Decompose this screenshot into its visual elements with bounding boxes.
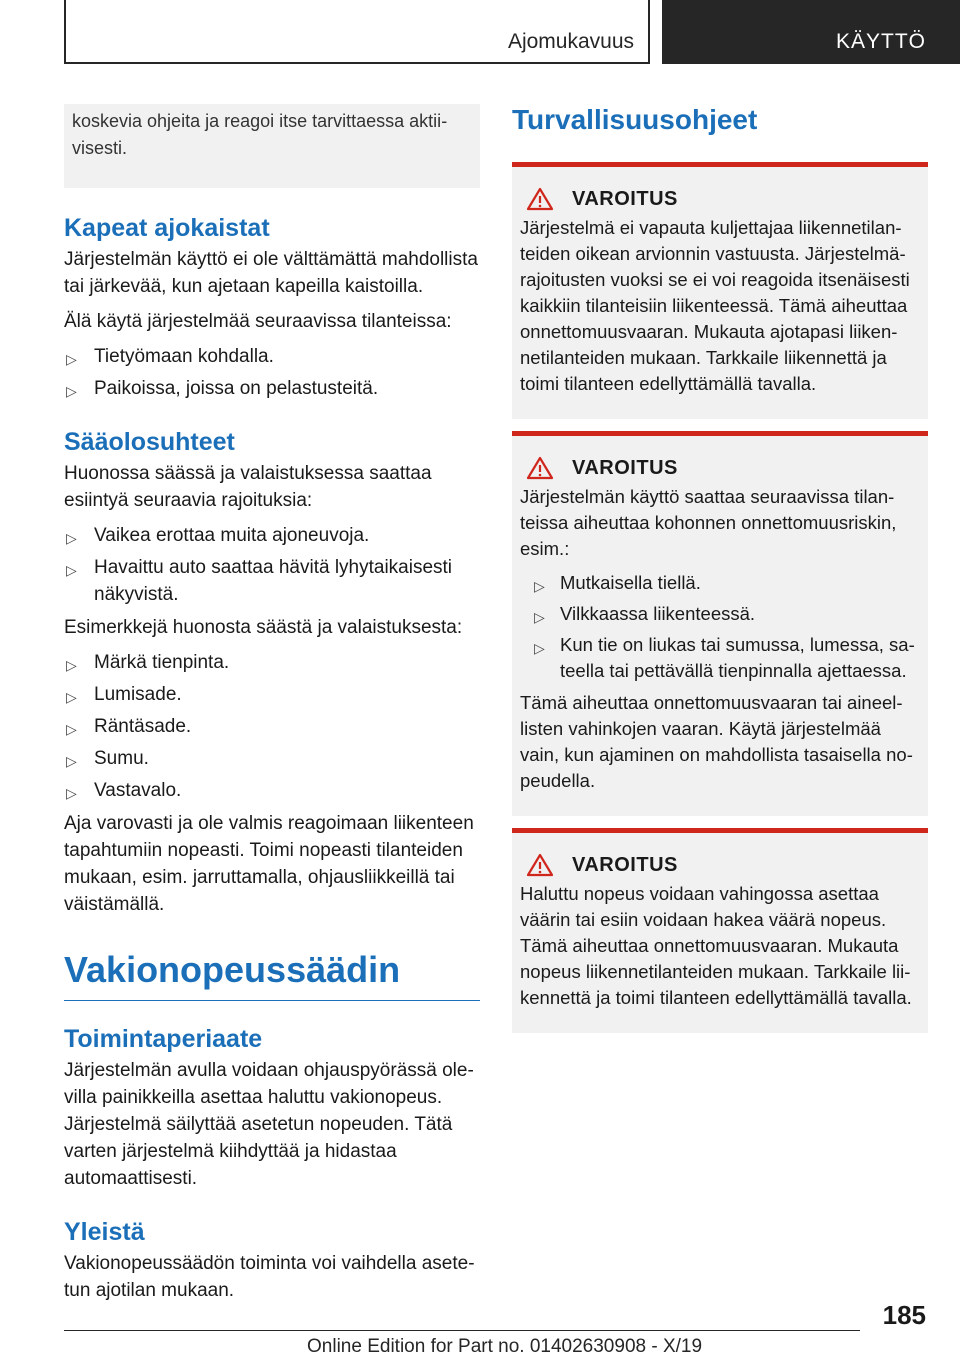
- footer-divider: [64, 1330, 860, 1331]
- warning-box-3: [512, 828, 928, 1033]
- header-section-box: [64, 0, 650, 64]
- list-item: ▷ Paikoissa, joissa on pelastusteitä.: [64, 375, 480, 402]
- warning-label: VAROITUS: [572, 853, 678, 876]
- list-item: ▷ Lumisade.: [64, 681, 480, 708]
- list-item: ▷ Tietyömaan kohdalla.: [64, 343, 480, 370]
- intro-note-box: [64, 104, 480, 188]
- triangle-right-icon: ▷: [534, 609, 545, 625]
- warning-text: Haluttu nopeus voidaan vahingossa asettaa väärin tai esiin voidaan hakea väärä nopeus. Tämä aiheuttaa onnettomuusvaaran. Mukauta nopeus liikennetilanteiden mukaan. Tarkkaile liikennettä ja toimi tilanteen edellyttämällä tavalla.: [520, 883, 912, 1008]
- narrow-lanes-list: [64, 343, 480, 402]
- warning-box-1: [512, 162, 928, 419]
- right-column: [512, 104, 928, 1045]
- heading-safety: Turvallisuusohjeet: [512, 104, 758, 135]
- warning-text-2: Tämä aiheuttaa onnettomuusvaaran tai aineellisten vahinkojen vaaran. Käytä järjestelmää vain, kun ajaminen on mahdollista tasaisella nopeudella.: [520, 692, 913, 791]
- triangle-right-icon: ▷: [66, 530, 77, 546]
- list-item: ▷ Vilkkaassa liikenteessä.: [520, 601, 920, 627]
- triangle-right-icon: ▷: [66, 721, 77, 737]
- narrow-lanes-text-2: Älä käytä järjestelmää seuraavissa tilanteissa:: [64, 311, 452, 332]
- list-item: ▷ Räntäsade.: [64, 713, 480, 740]
- warning-header: [520, 456, 920, 480]
- triangle-right-icon: ▷: [66, 785, 77, 801]
- header-chapter-title: KÄYTTÖ: [835, 30, 926, 53]
- principle-text: Järjestelmän avulla voidaan ohjauspyörässä olevilla painikkeilla asettaa haluttu vakionopeus. Järjestelmä säilyttää asetetun nopeuden. Tätä varten järjestelmä kiihdyttää ja hidastaa automaattisesti.: [64, 1060, 474, 1189]
- left-column: [64, 104, 480, 1304]
- general-text: Vakionopeussäädön toiminta voi vaihdella asetetun ajotilan mukaan.: [64, 1253, 475, 1301]
- heading-principle: Toimintaperiaate: [64, 1025, 263, 1053]
- warning-label: VAROITUS: [572, 456, 678, 479]
- list-item: ▷ Vaikea erottaa muita ajoneuvoja.: [64, 522, 480, 549]
- weather-examples-intro: Esimerkkejä huonosta säästä ja valaistuksesta:: [64, 617, 463, 638]
- warning-triangle-icon: [526, 187, 554, 211]
- warning-list: [520, 570, 920, 684]
- triangle-right-icon: ▷: [66, 351, 77, 367]
- weather-advice-text: Aja varovasti ja ole valmis reagoimaan liikenteen tapahtumiin nopeasti. Toimi nopeasti tilanteiden mukaan, esim. jarruttamalla, ohjausliikkeillä tai väistämällä.: [64, 813, 474, 915]
- list-item: ▷ Vastavalo.: [64, 777, 480, 804]
- triangle-right-icon: ▷: [66, 689, 77, 705]
- triangle-right-icon: ▷: [66, 562, 77, 578]
- list-item: ▷ Sumu.: [64, 745, 480, 772]
- heading-narrow-lanes: Kapeat ajokaistat: [64, 214, 270, 242]
- list-item: ▷ Mutkaisella tiellä.: [520, 570, 920, 596]
- weather-examples-list: [64, 649, 480, 804]
- page-number: 185: [882, 1300, 926, 1330]
- chapter-title-cruise-control: Vakionopeussäädin: [64, 948, 480, 1001]
- warning-text: Järjestelmän käyttö saattaa seuraavissa tilanteissa aiheuttaa kohonnen onnettomuusriskin, esim.:: [520, 486, 897, 559]
- warning-box-2: [512, 431, 928, 816]
- warning-label: VAROITUS: [572, 187, 678, 210]
- footer-edition: Online Edition for Part no. 01402630908 - X/19: [307, 1336, 703, 1357]
- warning-text: Järjestelmä ei vapauta kuljettajaa liikennetilanteiden oikean arvionnin vastuusta. Järjestelmärajoitusten vuoksi se ei voi reagoida itsenäisesti kaikkiin tilanteisiin liikenteessä. Tämä aiheuttaa onnettomuusvaaran. Mukauta ajotapasi liikennetilanteiden mukaan. Tarkkaile liikennettä ja toimi tilanteen edellyttämällä tavalla.: [520, 217, 910, 394]
- warning-header: [520, 853, 920, 877]
- list-item: ▷ Märkä tienpinta.: [64, 649, 480, 676]
- narrow-lanes-text: Järjestelmän käyttö ei ole välttämättä mahdollista tai järkevää, kun ajetaan kapeilla kaistoilla.: [64, 249, 478, 297]
- list-item: ▷ Havaittu auto saattaa hävitä lyhytaikaisesti näkyvistä.: [66, 557, 453, 605]
- triangle-right-icon: ▷: [66, 753, 77, 769]
- triangle-right-icon: ▷: [534, 640, 545, 656]
- weather-text: Huonossa säässä ja valaistuksessa saattaa esiintyä seuraavia rajoituksia:: [64, 463, 432, 511]
- warning-triangle-icon: [526, 853, 554, 877]
- warning-triangle-icon: [526, 456, 554, 480]
- triangle-right-icon: ▷: [66, 383, 77, 399]
- weather-limitations-list: [64, 522, 480, 608]
- triangle-right-icon: ▷: [66, 657, 77, 673]
- header-section-title: Ajomukavuus: [507, 30, 634, 53]
- heading-weather: Sääolosuhteet: [64, 428, 235, 456]
- triangle-right-icon: ▷: [534, 578, 545, 594]
- intro-note-text: koskevia ohjeita ja reagoi itse tarvittaessa aktiivisesti.: [72, 111, 448, 158]
- warning-header: [520, 187, 920, 211]
- list-item: ▷ Kun tie on liukas tai sumussa, lumessa, sateella tai pettävällä tienpinnalla ajettaessa.: [534, 634, 915, 681]
- heading-general: Yleistä: [64, 1218, 145, 1246]
- header-chapter-box: [662, 0, 960, 64]
